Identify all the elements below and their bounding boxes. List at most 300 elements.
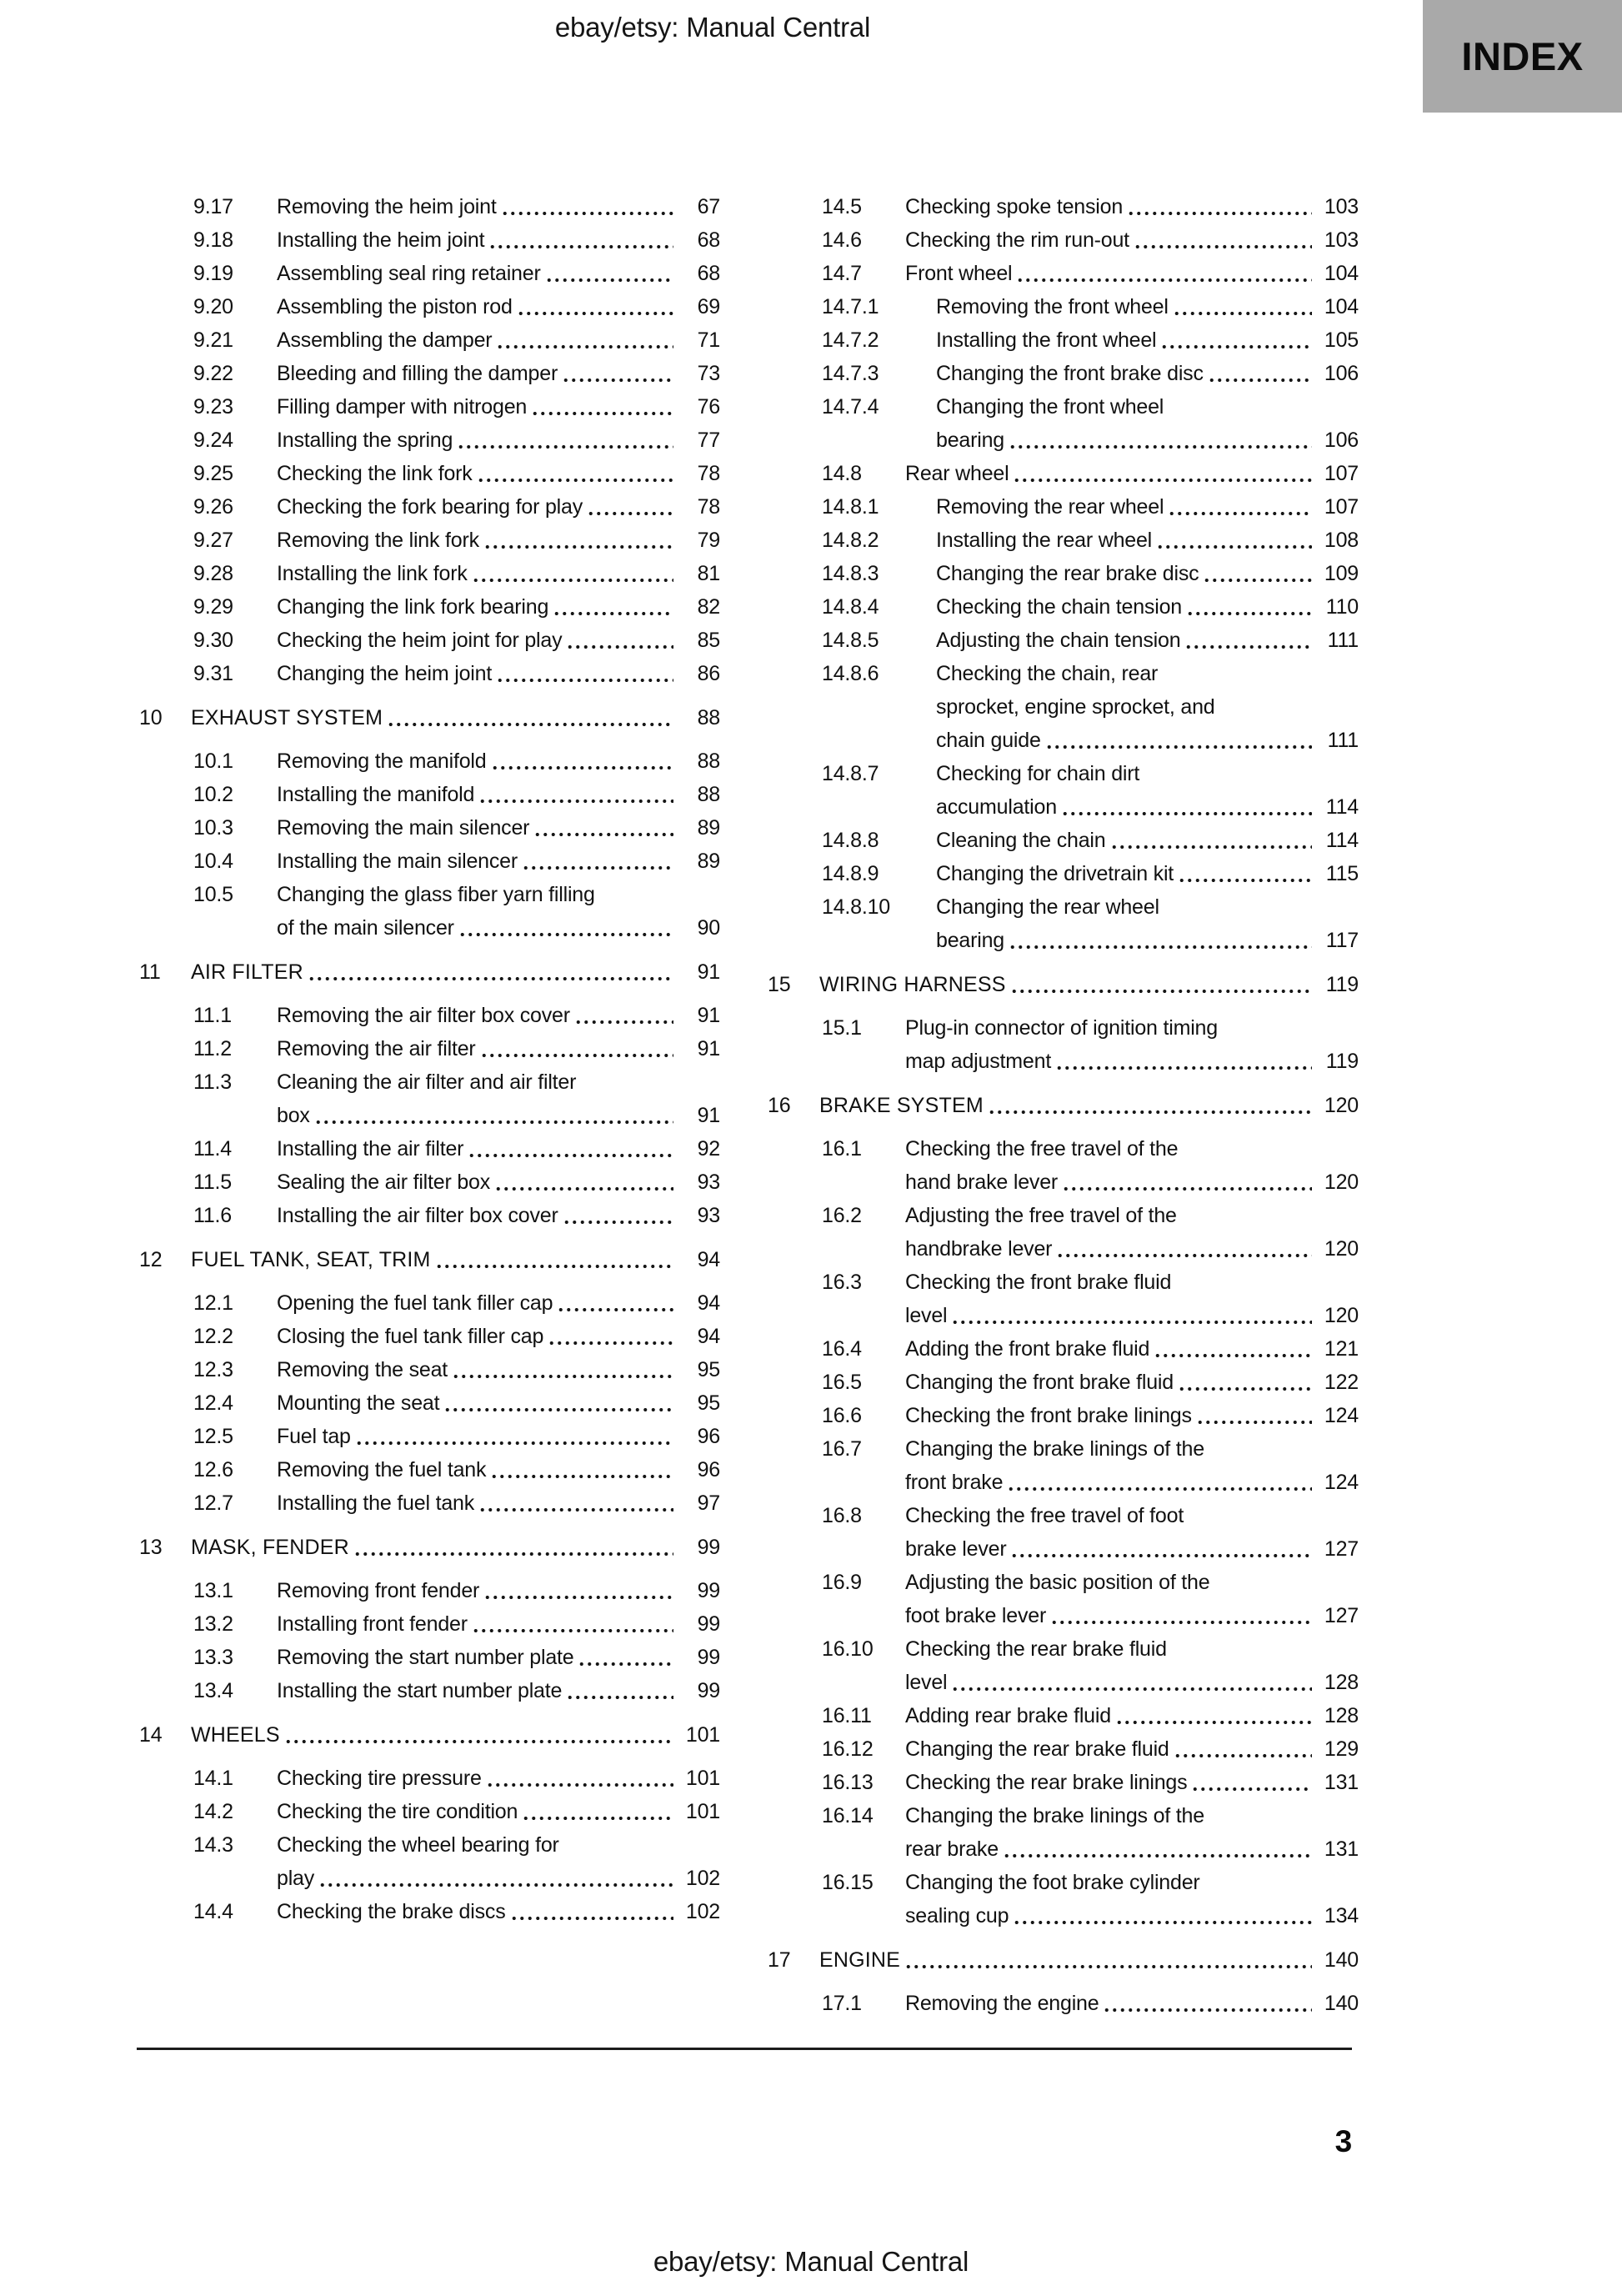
dot-leader [1013, 1899, 1312, 1933]
entry-title: Assembling seal ring retainer [277, 262, 541, 285]
entry-title: Removing the start number plate [277, 1646, 574, 1669]
entry-title: Adding rear brake fluid [905, 1704, 1111, 1727]
page-number-ref: 94 [697, 1325, 720, 1348]
dot-leader [563, 1199, 673, 1232]
dot-leader [510, 1895, 673, 1928]
section-number: 12 [139, 1248, 163, 1271]
entry-number: 11.3 [193, 1070, 233, 1094]
page-number-ref: 91 [697, 1104, 720, 1127]
entry-number: 14.8.3 [822, 562, 879, 585]
page-number-ref: 110 [1325, 595, 1359, 619]
entry-title: Bleeding and filling the damper [277, 362, 558, 385]
entry-title: Checking the free travel of the [905, 1137, 1179, 1161]
entry-title: Removing the link fork [277, 529, 479, 552]
page-number-ref: 128 [1324, 1704, 1359, 1727]
toc-entry [768, 1632, 1359, 1666]
entry-number: 14.8.2 [822, 529, 879, 552]
section-title: ENGINE [819, 1948, 901, 1972]
entry-number: 16.9 [822, 1571, 862, 1594]
entry-title: Removing the rear wheel [936, 495, 1164, 519]
page-number-ref: 103 [1324, 228, 1359, 252]
toc-section-heading [768, 1089, 1359, 1122]
dot-leader [531, 390, 673, 424]
entry-indent [822, 924, 936, 957]
page-number-ref: 85 [697, 629, 720, 652]
page-number-ref: 106 [1324, 362, 1359, 385]
toc-entry [768, 457, 1359, 490]
toc-entry [768, 857, 1359, 890]
entry-title: accumulation [936, 795, 1057, 819]
entry-title: Removing the fuel tank [277, 1458, 487, 1481]
dot-leader [1007, 1466, 1312, 1499]
entry-number: 9.27 [193, 529, 233, 552]
entry-title: Closing the fuel tank filler cap [277, 1325, 544, 1348]
toc-entry [139, 1420, 720, 1453]
toc-entry-continuation [768, 924, 1359, 957]
entry-title: front brake [905, 1471, 1004, 1494]
entry-number: 9.25 [193, 462, 233, 485]
dot-leader [353, 1531, 673, 1564]
page-number-ref: 140 [1324, 1948, 1359, 1972]
entry-number: 9.21 [193, 328, 233, 352]
toc-entry [768, 1699, 1359, 1732]
toc-entry [139, 1199, 720, 1232]
page-number-ref: 77 [697, 429, 720, 452]
entry-number: 12.4 [193, 1391, 233, 1415]
dot-leader [562, 357, 673, 390]
toc-entry [768, 1799, 1359, 1832]
toc-entry [139, 524, 720, 557]
entry-number: 14.7.4 [822, 395, 879, 419]
dot-leader [284, 1718, 673, 1752]
toc-section-heading [139, 955, 720, 989]
toc-entry [768, 357, 1359, 390]
entry-number: 11.2 [193, 1037, 233, 1060]
toc-entry [768, 1732, 1359, 1766]
toc-entry [768, 824, 1359, 857]
entry-number: 16.1 [822, 1137, 862, 1161]
page-number-ref: 94 [697, 1291, 720, 1315]
entry-title: Installing the spring [277, 429, 453, 452]
dot-leader [1184, 624, 1312, 657]
dot-leader [566, 1674, 673, 1707]
dot-leader [494, 1166, 673, 1199]
page-number-ref: 82 [697, 595, 720, 619]
entry-number: 16.5 [822, 1371, 862, 1394]
entry-number: 16.10 [822, 1637, 874, 1661]
toc-entry [768, 323, 1359, 357]
toc-entry [768, 1499, 1359, 1532]
dot-leader [478, 778, 673, 811]
dot-leader [1055, 1045, 1312, 1078]
toc-entry [768, 1432, 1359, 1466]
page-number-ref: 122 [1324, 1371, 1359, 1394]
toc-column-left [139, 190, 720, 1928]
entry-number: 12.6 [193, 1458, 233, 1481]
page-number-ref: 106 [1324, 429, 1359, 452]
entry-number: 14.8.10 [822, 895, 891, 919]
page-number-ref: 88 [697, 706, 720, 729]
entry-indent [193, 911, 277, 945]
page-number-ref: 127 [1324, 1537, 1359, 1561]
page-number-ref: 89 [697, 816, 720, 840]
entry-number: 11.4 [193, 1137, 233, 1161]
dot-leader [468, 1132, 673, 1166]
entry-number: 9.20 [193, 295, 233, 318]
page-number-ref: 99 [697, 1679, 720, 1702]
toc-entry [139, 1386, 720, 1420]
entry-title: Plug-in connector of ignition timing [905, 1016, 1218, 1040]
entry-number: 13.4 [193, 1679, 233, 1702]
entry-indent [822, 1045, 905, 1078]
entry-number: 9.19 [193, 262, 233, 285]
entry-title: Checking the fork bearing for play [277, 495, 583, 519]
entry-title: chain guide [936, 729, 1041, 752]
entry-title: Checking the rear brake fluid [905, 1637, 1167, 1661]
entry-indent [822, 1599, 905, 1632]
entry-number: 14.6 [822, 228, 862, 252]
page-number-ref: 73 [697, 362, 720, 385]
entry-number: 16.3 [822, 1271, 862, 1294]
toc-entry [139, 1453, 720, 1486]
entry-number: 14.8.4 [822, 595, 879, 619]
toc-entry [139, 290, 720, 323]
page-number-ref: 79 [697, 529, 720, 552]
section-number: 10 [139, 706, 163, 729]
page-number-ref: 81 [697, 562, 720, 585]
entry-number: 10.3 [193, 816, 233, 840]
dot-leader [490, 1453, 673, 1486]
toc-entry [768, 1866, 1359, 1899]
entry-number: 13.2 [193, 1612, 233, 1636]
entry-number: 14.7.1 [822, 295, 879, 318]
dot-leader [1010, 1532, 1312, 1566]
dot-leader [1203, 557, 1312, 590]
entry-title: Changing the rear brake disc [936, 562, 1199, 585]
page-number-ref: 78 [697, 462, 720, 485]
entry-number: 11.6 [193, 1204, 233, 1227]
dot-leader [1186, 590, 1312, 624]
dot-leader [1009, 424, 1312, 457]
entry-title: Checking the rear brake linings [905, 1771, 1188, 1794]
entry-title: Assembling the piston rod [277, 295, 513, 318]
toc-entry-continuation [768, 1232, 1359, 1266]
page-number-ref: 97 [697, 1491, 720, 1515]
dot-leader [477, 457, 673, 490]
entry-number: 14.4 [193, 1900, 233, 1923]
dot-leader [1016, 257, 1312, 290]
page-number-ref: 92 [697, 1137, 720, 1161]
toc-entry [139, 223, 720, 257]
entry-number: 16.15 [822, 1871, 874, 1894]
toc-entry [768, 1132, 1359, 1166]
entry-number: 12.3 [193, 1358, 233, 1381]
dot-leader [1208, 357, 1312, 390]
toc-entry-continuation [768, 1832, 1359, 1866]
dot-leader [557, 1286, 673, 1320]
toc-entry [768, 1987, 1359, 2020]
toc-entry [768, 1766, 1359, 1799]
entry-number: 12.1 [193, 1291, 233, 1315]
dot-leader [533, 811, 673, 845]
entry-number: 9.28 [193, 562, 233, 585]
entry-number: 14.2 [193, 1800, 233, 1823]
entry-title: Installing the fuel tank [277, 1491, 475, 1515]
toc-entry-continuation [139, 911, 720, 945]
dot-leader [1134, 223, 1312, 257]
section-title: WIRING HARNESS [819, 973, 1006, 996]
entry-indent [822, 690, 936, 724]
toc-entry-continuation [768, 1666, 1359, 1699]
section-title: WHEELS [191, 1723, 280, 1747]
entry-number: 16.2 [822, 1204, 862, 1227]
page-number-ref: 86 [697, 662, 720, 685]
page-number-ref: 90 [697, 916, 720, 940]
entry-title: Installing the front wheel [936, 328, 1157, 352]
section-number: 11 [139, 960, 161, 984]
toc-entry-continuation [768, 424, 1359, 457]
entry-number: 9.22 [193, 362, 233, 385]
entry-title: Installing the manifold [277, 783, 475, 806]
dot-leader [1110, 824, 1313, 857]
entry-indent [822, 1466, 905, 1499]
dot-leader [480, 1032, 673, 1065]
entry-number: 9.29 [193, 595, 233, 619]
page-number-ref: 95 [697, 1391, 720, 1415]
toc-entry [768, 290, 1359, 323]
section-title: AIR FILTER [191, 960, 303, 984]
entry-title: Installing the link fork [277, 562, 468, 585]
entry-title: Removing the front wheel [936, 295, 1169, 318]
dot-leader [488, 223, 673, 257]
page-number-ref: 99 [697, 1646, 720, 1669]
entry-number: 11.5 [193, 1171, 233, 1194]
entry-number: 14.8.8 [822, 829, 879, 852]
entry-title: Removing the air filter [277, 1037, 476, 1060]
entry-title: hand brake lever [905, 1171, 1059, 1194]
dot-leader [496, 323, 673, 357]
toc-entry [139, 457, 720, 490]
toc-entry-continuation [768, 1466, 1359, 1499]
toc-entry [139, 1762, 720, 1795]
page-number-ref: 114 [1325, 795, 1359, 819]
entry-indent [193, 1862, 277, 1895]
page-number-ref: 111 [1327, 729, 1359, 752]
dot-leader [574, 999, 673, 1032]
entry-number: 14.8.6 [822, 662, 879, 685]
page-number-ref: 94 [697, 1248, 720, 1271]
toc-entry [139, 390, 720, 424]
dot-leader [1127, 190, 1312, 223]
entry-number: 10.5 [193, 883, 233, 906]
entry-title: Installing the start number plate [277, 1679, 563, 1702]
entry-indent [822, 1299, 905, 1332]
entry-title: Mounting the seat [277, 1391, 440, 1415]
section-number: 15 [768, 973, 791, 996]
page-number-ref: 107 [1324, 495, 1359, 519]
entry-number: 16.8 [822, 1504, 862, 1527]
toc-column-right [768, 190, 1359, 2020]
entry-title: Adjusting the basic position of the [905, 1571, 1210, 1594]
toc-entry-continuation [139, 1099, 720, 1132]
entry-title: Changing the front brake fluid [905, 1371, 1174, 1394]
entry-title: Installing the rear wheel [936, 529, 1153, 552]
toc-entry-continuation [768, 1166, 1359, 1199]
page-number-ref: 131 [1324, 1771, 1359, 1794]
page-number-ref: 109 [1324, 562, 1359, 585]
entry-indent [822, 424, 936, 457]
dot-leader [951, 1666, 1312, 1699]
toc-entry [768, 624, 1359, 657]
page-number-ref: 68 [697, 228, 720, 252]
dot-leader [1168, 490, 1312, 524]
toc-entry [768, 1199, 1359, 1232]
dot-leader [1156, 524, 1312, 557]
dot-leader [545, 257, 673, 290]
entry-title: Checking the wheel bearing for [277, 1833, 559, 1857]
entry-title: map adjustment [905, 1050, 1052, 1073]
page-number-ref: 120 [1324, 1094, 1359, 1117]
toc-entry [139, 1486, 720, 1520]
page-header: ebay/etsy: Manual Central [554, 12, 871, 43]
entry-number: 16.12 [822, 1737, 874, 1761]
entry-title: Rear wheel [905, 462, 1009, 485]
toc-entry-continuation [768, 1599, 1359, 1632]
entry-indent [822, 790, 936, 824]
page-number-ref: 120 [1324, 1171, 1359, 1194]
entry-title: Checking the link fork [277, 462, 473, 485]
entry-title: Changing the drivetrain kit [936, 862, 1174, 885]
entry-title: Changing the rear wheel [936, 895, 1159, 919]
entry-title: Changing the front brake disc [936, 362, 1204, 385]
dot-leader [501, 190, 673, 223]
dot-leader [951, 1299, 1312, 1332]
entry-number: 11.1 [193, 1004, 233, 1027]
dot-leader [1013, 457, 1312, 490]
dot-leader [566, 624, 673, 657]
dot-leader [1174, 1732, 1312, 1766]
dot-leader [1160, 323, 1312, 357]
entry-indent [193, 1099, 277, 1132]
toc-entry [139, 1032, 720, 1065]
page-number-ref: 101 [685, 1800, 720, 1823]
section-title: MASK, FENDER [191, 1536, 349, 1559]
section-title: EXHAUST SYSTEM [191, 706, 383, 729]
entry-title: play [277, 1867, 315, 1890]
dot-leader [1009, 924, 1312, 957]
entry-indent [822, 1232, 905, 1266]
entry-number: 9.31 [193, 662, 233, 685]
dot-leader [486, 1762, 673, 1795]
entry-title: brake lever [905, 1537, 1007, 1561]
toc-entry [768, 890, 1359, 924]
page-number-ref: 127 [1324, 1604, 1359, 1627]
entry-title: level [905, 1304, 948, 1327]
toc-entry [139, 778, 720, 811]
toc-entry [139, 1895, 720, 1928]
toc-entry-continuation [768, 724, 1359, 757]
entry-title: Adjusting the chain tension [936, 629, 1181, 652]
index-tab-label: INDEX [1461, 34, 1584, 78]
toc-entry [139, 424, 720, 457]
entry-title: level [905, 1671, 948, 1694]
entry-indent [822, 724, 936, 757]
toc-entry-continuation [768, 690, 1359, 724]
dot-leader [1196, 1399, 1312, 1432]
entry-indent [822, 1666, 905, 1699]
entry-title: bearing [936, 429, 1004, 452]
entry-number: 16.13 [822, 1771, 874, 1794]
entry-title: box [277, 1104, 310, 1127]
toc-entry [768, 1566, 1359, 1599]
entry-title: Installing the air filter box cover [277, 1204, 558, 1227]
dot-leader [443, 1386, 673, 1420]
toc-entry [768, 757, 1359, 790]
entry-title: Checking the chain tension [936, 595, 1182, 619]
page-number-ref: 121 [1324, 1337, 1359, 1361]
section-number: 16 [768, 1094, 791, 1117]
entry-title: Checking the front brake linings [905, 1404, 1192, 1427]
toc-entry-continuation [768, 790, 1359, 824]
toc-entry [768, 657, 1359, 690]
toc-entry [139, 1320, 720, 1353]
toc-entry [768, 1399, 1359, 1432]
entry-title: Changing the link fork bearing [277, 595, 549, 619]
entry-title: bearing [936, 929, 1004, 952]
entry-title: Installing the air filter [277, 1137, 464, 1161]
entry-title: Changing the front wheel [936, 395, 1164, 419]
dot-leader [1003, 1832, 1312, 1866]
page-number-ref: 103 [1324, 195, 1359, 218]
entry-title: Cleaning the chain [936, 829, 1106, 852]
toc-entry [139, 357, 720, 390]
entry-title: Fuel tap [277, 1425, 351, 1448]
entry-number: 15.1 [822, 1016, 862, 1040]
entry-indent [822, 1532, 905, 1566]
entry-title: Changing the glass fiber yarn filling [277, 883, 595, 906]
toc-entry [139, 323, 720, 357]
dot-leader [553, 590, 673, 624]
entry-number: 16.14 [822, 1804, 874, 1827]
toc-entry [768, 1366, 1359, 1399]
toc-section-heading [768, 968, 1359, 1001]
entry-indent [822, 1832, 905, 1866]
toc-entry [139, 811, 720, 845]
entry-indent [822, 1166, 905, 1199]
dot-leader [904, 1943, 1312, 1977]
entry-title: Removing front fender [277, 1579, 480, 1602]
toc-entry [139, 744, 720, 778]
entry-title: Removing the air filter box cover [277, 1004, 570, 1027]
page-number-ref: 102 [685, 1900, 720, 1923]
toc-entry-continuation [139, 1862, 720, 1895]
toc-section-heading [139, 1718, 720, 1752]
page-number-ref: 107 [1324, 462, 1359, 485]
page-number-ref: 115 [1325, 862, 1359, 885]
toc-entry [139, 1607, 720, 1641]
toc-entry [139, 590, 720, 624]
entry-number: 9.26 [193, 495, 233, 519]
entry-number: 16.11 [822, 1704, 872, 1727]
entry-title: handbrake lever [905, 1237, 1053, 1261]
entry-number: 16.7 [822, 1437, 862, 1461]
entry-title: foot brake lever [905, 1604, 1047, 1627]
dot-leader [387, 701, 673, 734]
entry-number: 14.7 [822, 262, 862, 285]
entry-title: Opening the fuel tank filler cap [277, 1291, 553, 1315]
entry-number: 17.1 [822, 1992, 862, 2015]
entry-title: Removing the heim joint [277, 195, 497, 218]
